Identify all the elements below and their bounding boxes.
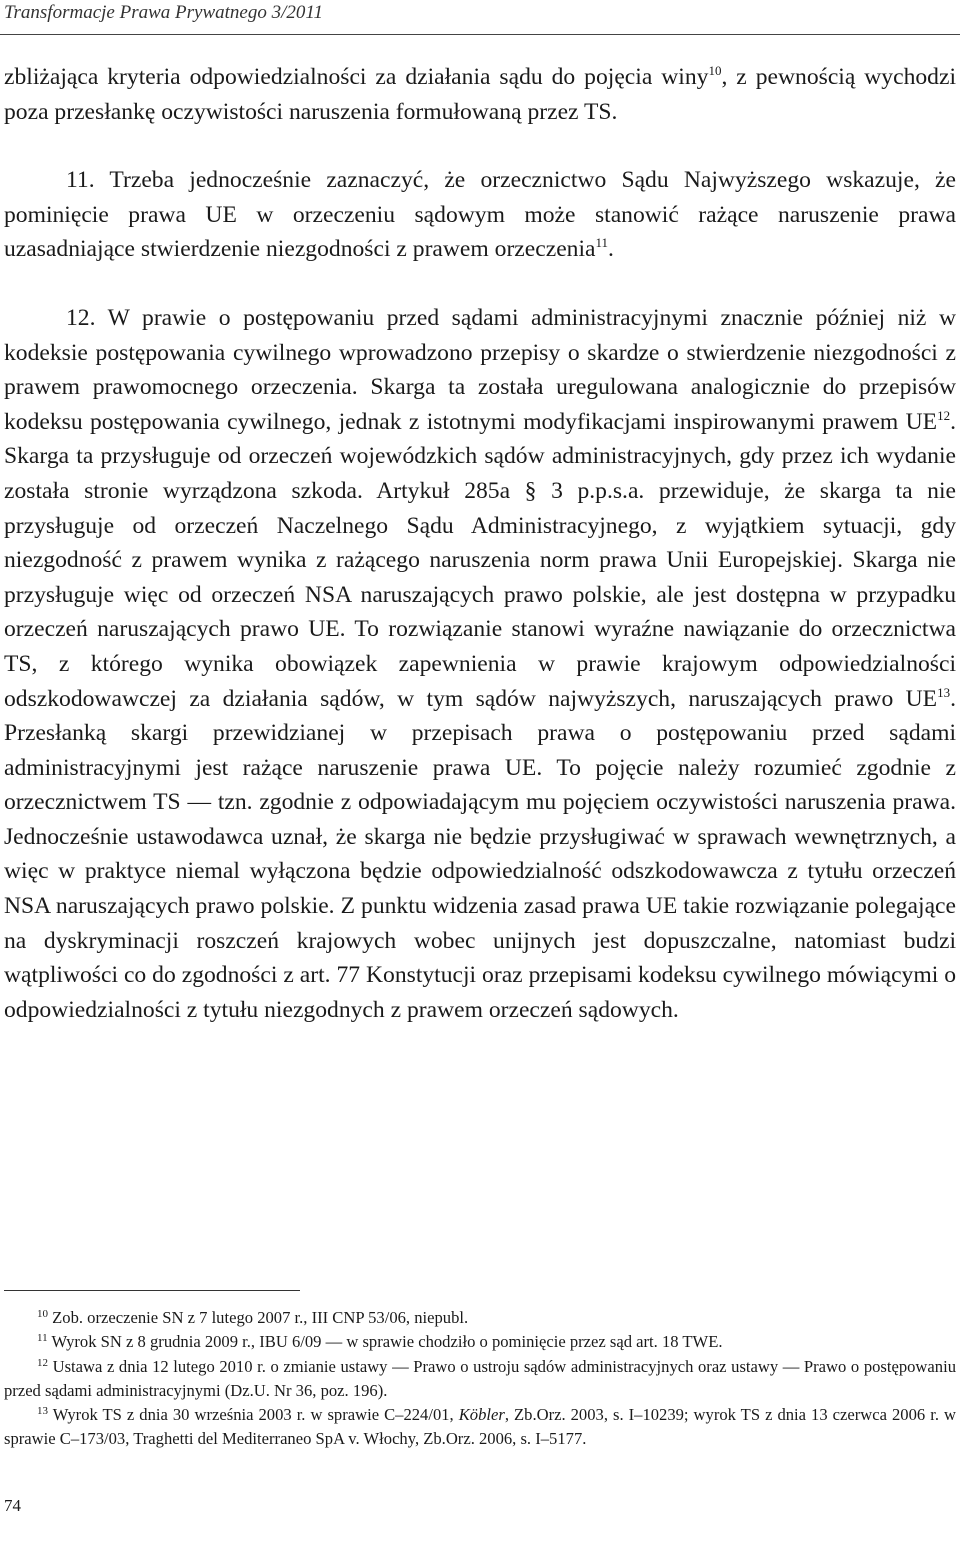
- footnote-ref-10[interactable]: 10: [708, 63, 722, 78]
- paragraph-11: [4, 163, 956, 267]
- footnotes: [4, 1306, 956, 1452]
- paragraph-text: Trzeba jednocześnie zaznaczyć, że orzecznictwo Sądu Najwyższego wskazuje, że pominięcie prawa UE w orzeczeniu sądowym może stanowić rażące naruszenie prawa uzasadniające stwierdzenie niezgodności z prawem orzeczenia: [4, 167, 956, 263]
- header-rule: [0, 34, 960, 35]
- footnote-number: 11: [37, 1332, 48, 1345]
- paragraph-number: 12.: [66, 304, 96, 331]
- body-text: [4, 60, 956, 1027]
- running-header: Transformacje Prawa Prywatnego 3/2011: [4, 2, 323, 23]
- paragraph-text: zbliżająca kryteria odpowiedzialności za działania sądu do pojęcia winy: [4, 64, 709, 90]
- footnote-ref-13[interactable]: 13: [937, 684, 951, 700]
- footnote-ref-11[interactable]: 11: [595, 235, 609, 251]
- footnote-12: [4, 1355, 956, 1404]
- footnote-separator: [4, 1290, 300, 1291]
- footnote-10: [4, 1306, 956, 1330]
- footnote-ref-12[interactable]: 12: [937, 407, 951, 423]
- footnote-text: Ustawa z dnia 12 lutego 2010 r. o zmianie ustawy — Prawo o ustroju sądów administracyjnych oraz ustawy — Prawo o postępowaniu przed sądami administracyjnymi (Dz.U. Nr 36, poz. 196).: [4, 1356, 956, 1400]
- paragraph-text: . Skarga ta przysługuje od orzeczeń wojewódzkich sądów administracyjnych, gdy przez ich wydanie została stronie wyrządzona szkoda. Artykuł 285a § 3 p.p.s.a. przewiduje, że skarga ta nie przysługuje od orzeczeń Naczelnego Sądu Administracyjnego, z wyjątkiem sytuacji, gdy niezgodność z prawem wynika z rażącego naruszenia norm prawa Unii Europejskiej. Skarga nie przysługuje więc od orzeczeń NSA naruszających prawo polskie, ale jest dostępna w przypadku orzeczeń naruszających prawo UE. To rozwiązanie stanowi wyraźne nawiązanie do orzecznictwa TS, z którego wynika obowiązek zapewnienia w prawie krajowym odpowiedzialności odszkodowawczej za działania sądów, w tym sądów najwyższych, naruszających prawo UE: [4, 408, 956, 712]
- paragraph-continuation: [4, 60, 956, 129]
- paragraph-text: W prawie o postępowaniu przed sądami administracyjnymi znacznie później niż w kodeksie postępowania cywilnego wprowadzono przepisy o skardze o stwierdzenie niezgodności z prawem prawomocnego orzeczenia. Skarga ta została uregulowana analogicznie do przepisów kodeksu postępowania cywilnego, jednak z istotnymi modyfikacjami inspirowanymi prawem UE: [4, 304, 956, 435]
- paragraph-12: [4, 301, 956, 1027]
- paragraph-text: . Przesłanką skargi przewidzianej w przepisach prawa o postępowaniu przed sądami administracyjnymi jest rażące naruszenie prawa UE. To pojęcie należy rozumieć zgodnie z orzecznictwem TS — tzn. zgodnie z odpowiadającym mu pojęciem oczywistości naruszenia prawa. Jednocześnie ustawodawca uznał, że skarga nie będzie przysługiwać w sprawach wewnętrznych, a więc w praktyce niemal wyłączona będzie odpowiedzialność odszkodowawcza z tytułu orzeczeń NSA naruszających prawo polskie. Z punktu widzenia zasad prawa UE takie rozwiązanie polegające na dyskryminacji roszczeń krajowych wobec unijnych jest dopuszczalne, natomiast budzi wątpliwości co do zgodności z art. 77 Konstytucji oraz przepisami kodeksu cywilnego mówiącymi o odpowiedzialności z tytułu niezgodnych z prawem orzeczeń sądowych.: [4, 685, 956, 1023]
- paragraph-text: , z pewnością wychodzi poza przesłankę oczywistości naruszenia formułowaną przez TS.: [4, 64, 956, 125]
- footnote-text: Wyrok TS z dnia 30 września 2003 r. w sprawie C–224/01,: [48, 1405, 459, 1425]
- footnote-13: [4, 1403, 956, 1452]
- paragraph-number: 11.: [66, 167, 95, 194]
- footnote-11: [4, 1330, 956, 1354]
- footnote-text: Wyrok SN z 8 grudnia 2009 r., IBU 6/09 — w sprawie chodziło o pominięcie przez sąd art. 18 TWE.: [47, 1332, 723, 1352]
- case-name: Köbler: [458, 1405, 505, 1425]
- paragraph-text: .: [608, 236, 614, 263]
- footnote-text: , Zb.Orz. 2003, s. I–10239; wyrok TS z dnia 13 czerwca 2006 r. w sprawie C–173/03, Traghetti del Mediterraneo SpA v. Włochy, Zb.Orz. 2006, s. I–5177.: [4, 1405, 956, 1449]
- footnote-number: 10: [37, 1308, 48, 1320]
- footnote-number: 13: [37, 1405, 48, 1418]
- page-number: 74: [4, 1496, 21, 1515]
- footnote-number: 12: [37, 1356, 48, 1369]
- footnote-text: Zob. orzeczenie SN z 7 lutego 2007 r., III CNP 53/06, niepubl.: [48, 1308, 469, 1327]
